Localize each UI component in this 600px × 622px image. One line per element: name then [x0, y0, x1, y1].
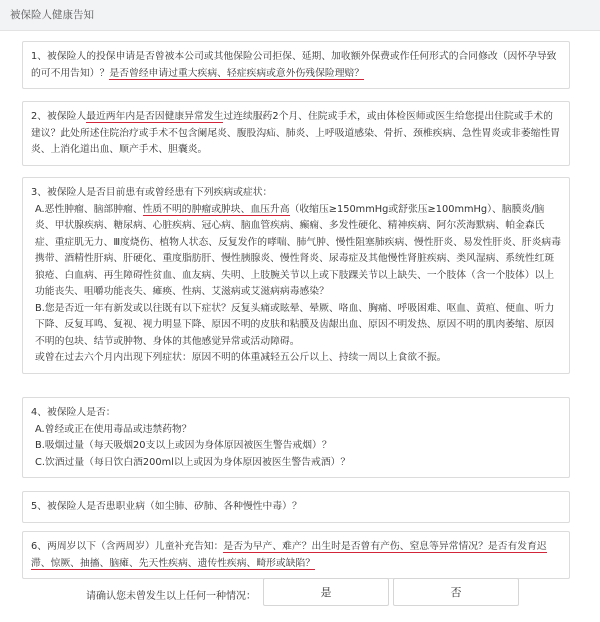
question-1-part-1: 1、被保险人的投保申请是否曾被本公司或其他保险公司拒保、延期、加收额外保费或作任何形式的合同修改（因怀孕导致的可不用告知）？	[31, 51, 557, 79]
question-3-a-highlight-1: 性质不明的肿瘤或肿块、	[142, 203, 251, 215]
question-4-option-a: A.曾经或正在使用毒品或违禁药物？	[35, 423, 192, 435]
question-3	[22, 177, 570, 374]
confirm-prompt: 请确认您未曾发生以上任何一种情况：	[86, 591, 256, 602]
question-3-a-part-1: A.恶性肿瘤、脑部肿瘤、	[35, 203, 143, 215]
page-title: 被保险人健康告知	[10, 9, 94, 21]
question-6-part-1: 6、两周岁以下（含两周岁）儿童补充告知：	[31, 541, 224, 552]
question-6-highlight-6: 畸形或缺陷？	[256, 557, 316, 569]
question-6	[22, 531, 570, 579]
question-4-option-b: B.吸烟过量（每天吸烟20支以上或因为身体原因被医生警告戒烟）？	[35, 440, 332, 451]
question-6-highlight-1: 是否为早产、难产？	[223, 541, 312, 552]
question-4-options	[31, 422, 561, 472]
question-6-text	[31, 539, 561, 572]
no-button[interactable]: 否	[393, 578, 519, 606]
question-1-text	[31, 49, 561, 82]
question-2-highlight: 最近两年内是否因健康异常发生	[86, 111, 224, 122]
question-5-text: 5、被保险人是否患职业病（如尘肺、矽肺、各种慢性中毒）？	[31, 501, 302, 512]
question-3-option-a	[35, 202, 561, 301]
question-2-part-3: 过连续服药2个月、住院或手术，或由体检医师或医生给您提出住院或手术的建议？此处所述住院治疗或手术不包含阑尾炎、腹股沟疝、肺炎、上呼吸道感染、骨折、颈椎疾病、急性胃炎或非萎缩性胃炎、上消化道出血、顺产手术、胆囊炎。	[31, 111, 561, 155]
question-3-option-c: 或曾在过去六个月内出现下列症状：原因不明的体重减轻五公斤以上、持续一周以上食欲不振。	[35, 352, 447, 363]
question-3-a-part-4: （收缩压≥150mmHg或舒张压≥100mmHg）、脑膜炎/脑炎、甲状腺疾病、糖尿病、心脏疾病、冠心病、脑血管疾病、癫痫、多发性硬化、精神疾病、阿尔茨海默病、帕金森氏症、重症肌无力、Ⅲ度烧伤、植物人状态、反复发作的哮喘、肺气肿、慢性阻塞肺疾病、慢性肝炎、易发性肝炎、肝炎病毒携带、酒精性肝病、肝硬化、重度脂肪肝、慢性胰腺炎、慢性肾炎、尿毒症及其他慢性肾脏疾病、类风湿病、系统性红斑狼疮、白血病、再生障碍性贫血、血友病、失明、上肢腕关节以上或下肢踝关节以上缺失、一个肢体（含一个肢体）以上功能丧失、咀嚼功能丧失、瘫痪、性病、艾滋病或艾滋病病毒感染？	[35, 203, 561, 297]
page-header	[0, 0, 600, 31]
question-1	[22, 41, 570, 89]
question-5	[22, 491, 570, 523]
question-1-highlight: 是否曾经申请过重大疾病、轻症疾病或意外伤残保险理赔？	[109, 67, 365, 79]
question-6-highlight-4: 先天性疾病、	[138, 557, 198, 569]
question-6-highlight-5: 遗传性疾病、	[197, 557, 257, 569]
yes-button[interactable]: 是	[263, 578, 389, 606]
question-6-highlight-2: 出生时是否曾有产伤、窒息等异常情况？	[311, 541, 488, 552]
question-2-part-1: 2、被保险人	[31, 111, 87, 122]
question-3-option-b: B.您是否近一年有新发或以往既有以下症状？反复头痛或眩晕、晕厥、咯血、胸痛、呼吸困难、呕血、黄疸、便血、听力下降、反复耳鸣、复视、视力明显下降、原因不明的皮肤和粘膜及齿龈出血、原因不明发热、原因不明的肌肉萎缩、原因不明的包块、结节或肿物、身体的其他感觉异常或活动障碍。	[35, 302, 555, 347]
question-4	[22, 397, 570, 478]
question-4-option-c: C.饮酒过量（每日饮白酒200ml以上或因为身体原因被医生警告戒酒）？	[35, 456, 351, 468]
question-3-a-highlight-2: 血压升高	[250, 203, 290, 215]
question-6-highlight-3: 是否有发育迟滞、惊厥、抽搐、脑瘫、	[31, 541, 547, 569]
question-3-options	[31, 202, 561, 367]
question-2-text	[31, 109, 561, 159]
question-4-title: 4、被保险人是否：	[31, 407, 116, 418]
question-3-title: 3、被保险人是否目前患有或曾经患有下列疾病或症状：	[31, 187, 273, 198]
question-2	[22, 101, 570, 166]
